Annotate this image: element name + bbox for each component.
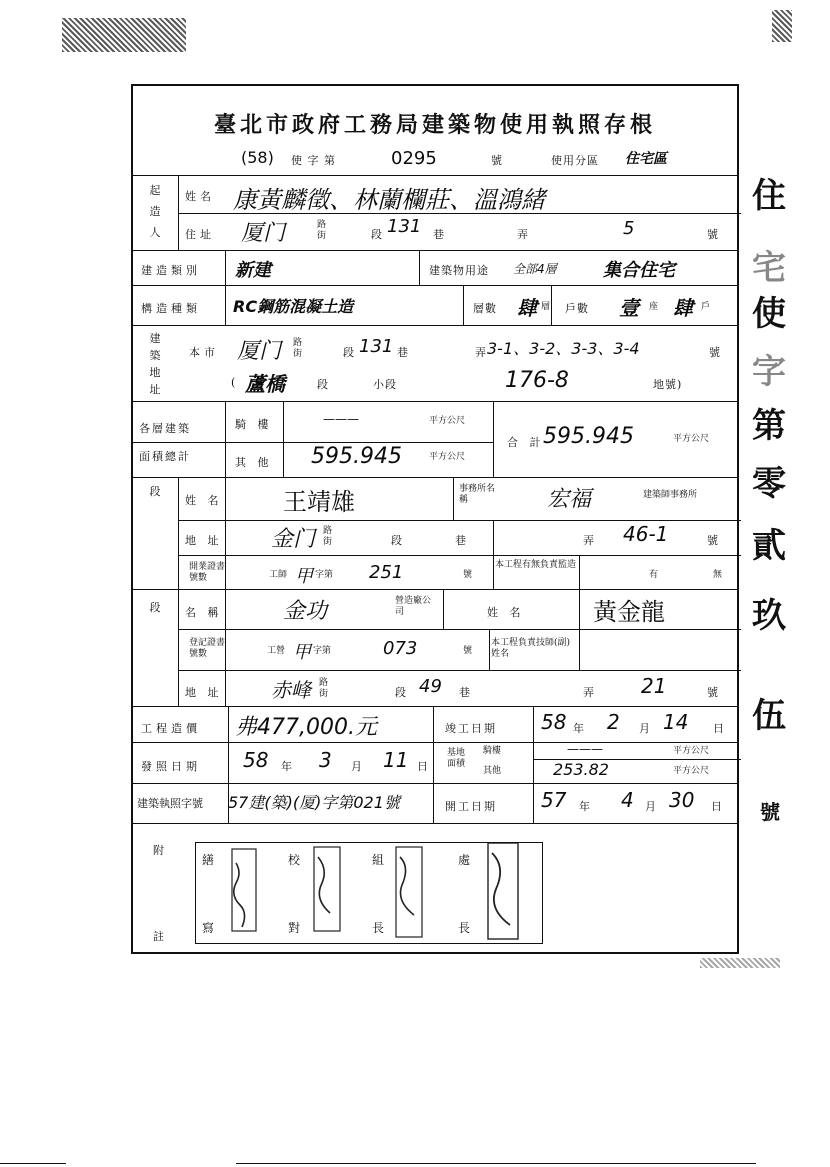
- scan-noise-topleft: [62, 18, 186, 52]
- permit-form: [131, 84, 739, 954]
- units-value: 壹: [619, 296, 639, 320]
- permit-hao: 號: [491, 154, 506, 167]
- designer-reg-grade: 甲: [295, 566, 313, 587]
- base-arcade-value: ———: [567, 742, 603, 756]
- base-arcade: 騎樓: [483, 746, 502, 756]
- done-m-unit: 月: [639, 722, 654, 735]
- contractor-section: 段: [395, 686, 410, 699]
- contractor-reg-hao: 號: [463, 646, 473, 656]
- scan-noise-topright: [772, 10, 792, 42]
- margin-char-4: 字: [752, 352, 786, 392]
- build-use-value: 集合住宅: [603, 260, 675, 281]
- site-road-label: 路街: [293, 338, 303, 359]
- base-other-unit: 平方公尺: [673, 766, 710, 776]
- designer-lane: 巷: [455, 534, 470, 547]
- zone-value: 住宅區: [625, 151, 667, 167]
- designer-road: 路街: [323, 526, 333, 547]
- struct-label: 構造種類: [141, 302, 201, 315]
- contractor-road: 路街: [319, 678, 329, 699]
- other-label: 其 他: [235, 456, 273, 469]
- designer-section: 段: [391, 534, 406, 547]
- site-city-value: 厦门: [237, 339, 282, 364]
- signature-stamps: [196, 843, 542, 943]
- units-unit: 戶: [701, 302, 711, 312]
- issue-d-unit: 日: [417, 760, 432, 773]
- site-alley-value: 3-1、3-2、3-3、3-4: [487, 339, 640, 358]
- start-d: 30: [669, 788, 695, 812]
- designer-name-value: 王靖雄: [283, 488, 355, 516]
- permit-no-label: 建築執照字號: [137, 797, 203, 810]
- designer-addr-label: 地 址: [185, 534, 223, 547]
- role-chuzhang: 長: [458, 921, 471, 935]
- designer-alley: 弄: [583, 534, 598, 547]
- units-mid: 座: [649, 302, 659, 312]
- designer-reg-no: 251: [369, 562, 404, 583]
- done-y: 58: [541, 710, 567, 734]
- margin-char-8: 玖: [752, 596, 786, 636]
- designer-office-label: 事務所名稱: [459, 484, 496, 505]
- other-value: 595.945: [311, 444, 402, 469]
- start-y-unit: 年: [579, 800, 594, 813]
- owner-lane-label: 巷: [433, 228, 448, 241]
- contractor-lane: 巷: [459, 686, 474, 699]
- footer-fu: 附: [153, 844, 168, 857]
- done-m: 2: [607, 710, 620, 734]
- designer-office-suffix: 建築師事務所: [643, 490, 698, 500]
- owner-road-label: 路街: [317, 220, 327, 241]
- permit-no-value: 57建(築)(厦)字第021號: [228, 793, 400, 812]
- contractor-name-label: 名 稱: [185, 606, 223, 619]
- permit-no: 0295: [391, 148, 437, 169]
- designer-hao: 號: [707, 534, 722, 547]
- floors-unit: 層: [541, 302, 551, 312]
- margin-char-3: 使: [752, 294, 786, 334]
- area-label2: 面積總計: [139, 450, 191, 463]
- total-value: 595.945: [543, 424, 634, 449]
- contractor-reg-prefix: 工營: [267, 646, 286, 656]
- contractor-company-suffix: 營造廠公司: [395, 596, 432, 617]
- struct-value: RC鋼筋混凝土造: [233, 297, 354, 316]
- footer-zhu: 註: [153, 930, 168, 943]
- site-section-unit: 段: [343, 346, 358, 359]
- start-m: 4: [621, 788, 634, 812]
- owner-hao: 號: [707, 228, 722, 241]
- arcade-label: 騎 樓: [235, 418, 273, 431]
- owner-names: 康黃麟徵、林蘭欄莊、溫鴻緒: [233, 186, 545, 214]
- owner-no: 5: [623, 218, 635, 239]
- done-d: 14: [663, 710, 689, 734]
- year-prefix: (58): [241, 148, 274, 167]
- role-zuzhang: 長: [372, 921, 385, 935]
- contractor-person-value: 黃金龍: [593, 598, 665, 626]
- designer-no: 46-1: [623, 522, 669, 546]
- start-y: 57: [541, 788, 567, 812]
- units-value2: 肆: [673, 296, 693, 320]
- designer-none: 無: [713, 570, 723, 580]
- margin-char-7: 貳: [752, 526, 786, 566]
- site-hao: 號: [709, 346, 724, 359]
- margin-char-5: 第: [752, 406, 786, 446]
- site-xiao-duan: 小段: [373, 378, 397, 391]
- contractor-reg-mid: 字第: [313, 646, 332, 656]
- issue-m-unit: 月: [351, 760, 366, 773]
- margin-char-1: 住: [752, 176, 786, 216]
- arcade-value: ———: [323, 412, 359, 426]
- contractor-lane-no: 49: [419, 676, 442, 697]
- total-unit: 平方公尺: [673, 434, 710, 444]
- issue-y: 58: [243, 748, 269, 772]
- cost-value: 弗477,000.元: [235, 715, 377, 740]
- site-paren: (: [231, 376, 240, 389]
- owner-no-street: 131: [387, 216, 422, 237]
- margin-char-9: 伍: [752, 696, 786, 736]
- site-lot-label: 地號): [653, 378, 683, 391]
- contractor-addr-value: 赤峰: [271, 678, 311, 702]
- scan-noise-bottomright: [700, 958, 780, 968]
- role-xie: 寫: [202, 921, 215, 935]
- margin-char-2: 宅: [752, 248, 786, 288]
- done-label: 竣工日期: [445, 722, 497, 735]
- cost-label: 工程造價: [141, 722, 201, 735]
- form-title: 臺北市政府工務局建築物使用執照存根: [213, 112, 656, 138]
- base-other-value: 253.82: [553, 760, 609, 779]
- designer-section-label: 段: [149, 485, 161, 498]
- contractor-reg-label: 登記證書號數: [189, 638, 226, 659]
- issue-m: 3: [319, 748, 332, 772]
- contractor-reg-no: 073: [383, 638, 418, 659]
- owner-section-unit: 段: [371, 228, 386, 241]
- start-m-unit: 月: [645, 800, 660, 813]
- designer-name-label: 姓 名: [185, 494, 223, 507]
- designer-reg-hao: 號: [463, 570, 473, 580]
- owner-name-label: 姓名: [185, 190, 215, 203]
- designer-supervise-label: 本工程有無負責監造: [495, 560, 577, 570]
- scan-line-bottom-mid: [236, 1163, 756, 1164]
- role-shan: 繕: [202, 853, 215, 867]
- margin-char-6: 零: [752, 464, 786, 504]
- build-use-floor: 全部4層: [513, 262, 557, 276]
- build-use-label: 建築物用途: [429, 264, 489, 277]
- contractor-tech-label: 本工程負責技師(副)姓名: [491, 638, 571, 659]
- permit-label: 使 字 第: [291, 154, 336, 167]
- area-label1: 各層建築: [139, 422, 191, 435]
- owner-addr-label: 住址: [185, 228, 215, 241]
- scan-line-bottom-left: [0, 1163, 66, 1164]
- designer-reg-mid: 字第: [315, 570, 334, 580]
- total-label: 合 計: [507, 436, 545, 449]
- contractor-alley: 弄: [583, 686, 598, 699]
- base-other: 其他: [483, 766, 502, 776]
- issue-y-unit: 年: [281, 760, 296, 773]
- done-y-unit: 年: [573, 722, 588, 735]
- contractor-alley-no: 21: [641, 674, 667, 698]
- designer-have: 有: [649, 570, 659, 580]
- done-d-unit: 日: [713, 722, 728, 735]
- floors-value: 肆: [517, 296, 537, 320]
- contractor-reg-grade: 甲: [293, 642, 311, 663]
- other-unit: 平方公尺: [429, 452, 466, 462]
- role-zu: 組: [372, 853, 385, 867]
- site-lane-label: 巷: [397, 346, 412, 359]
- role-jiao: 校: [288, 853, 301, 867]
- floors-label: 層數: [473, 302, 497, 315]
- site-section-label: 建築地址: [149, 332, 161, 396]
- start-d-unit: 日: [711, 800, 726, 813]
- start-label: 開工日期: [445, 800, 497, 813]
- signature-box: [195, 842, 543, 944]
- base-arcade-unit: 平方公尺: [673, 746, 710, 756]
- build-type-label: 建造類別: [141, 264, 201, 277]
- contractor-name-value: 金功: [283, 599, 328, 624]
- zone-label: 使用分區: [551, 154, 599, 167]
- site-city-label: 本市: [189, 346, 219, 359]
- margin-char-10: 號: [760, 800, 780, 824]
- role-chu: 處: [458, 853, 471, 867]
- designer-reg-prefix: 工師: [269, 570, 288, 580]
- owner-section-label: 起造人: [149, 184, 161, 239]
- contractor-section-label: 段: [149, 601, 161, 614]
- role-dui: 對: [288, 921, 301, 935]
- contractor-addr-label: 地 址: [185, 686, 223, 699]
- designer-addr-value: 金门: [271, 527, 316, 552]
- arcade-unit: 平方公尺: [429, 416, 466, 426]
- contractor-person-label: 姓 名: [487, 606, 525, 619]
- site-lot: 176-8: [505, 368, 569, 393]
- build-type-value: 新建: [235, 260, 271, 281]
- base-label: 基地面積: [447, 748, 466, 769]
- site-duan: 段: [317, 378, 332, 391]
- owner-addr-city: 厦门: [241, 221, 286, 246]
- site-alley-label: 弄: [475, 346, 490, 359]
- designer-reg-label: 開業證書號數: [189, 562, 226, 583]
- site-lane-no: 131: [359, 336, 394, 357]
- issue-d: 11: [383, 748, 409, 772]
- units-label: 戶數: [565, 302, 589, 315]
- designer-office-value: 宏福: [547, 487, 592, 512]
- contractor-hao2: 號: [707, 686, 722, 699]
- site-sec-name: 蘆橋: [245, 372, 285, 396]
- owner-alley-label: 弄: [517, 228, 532, 241]
- issue-label: 發照日期: [141, 760, 201, 773]
